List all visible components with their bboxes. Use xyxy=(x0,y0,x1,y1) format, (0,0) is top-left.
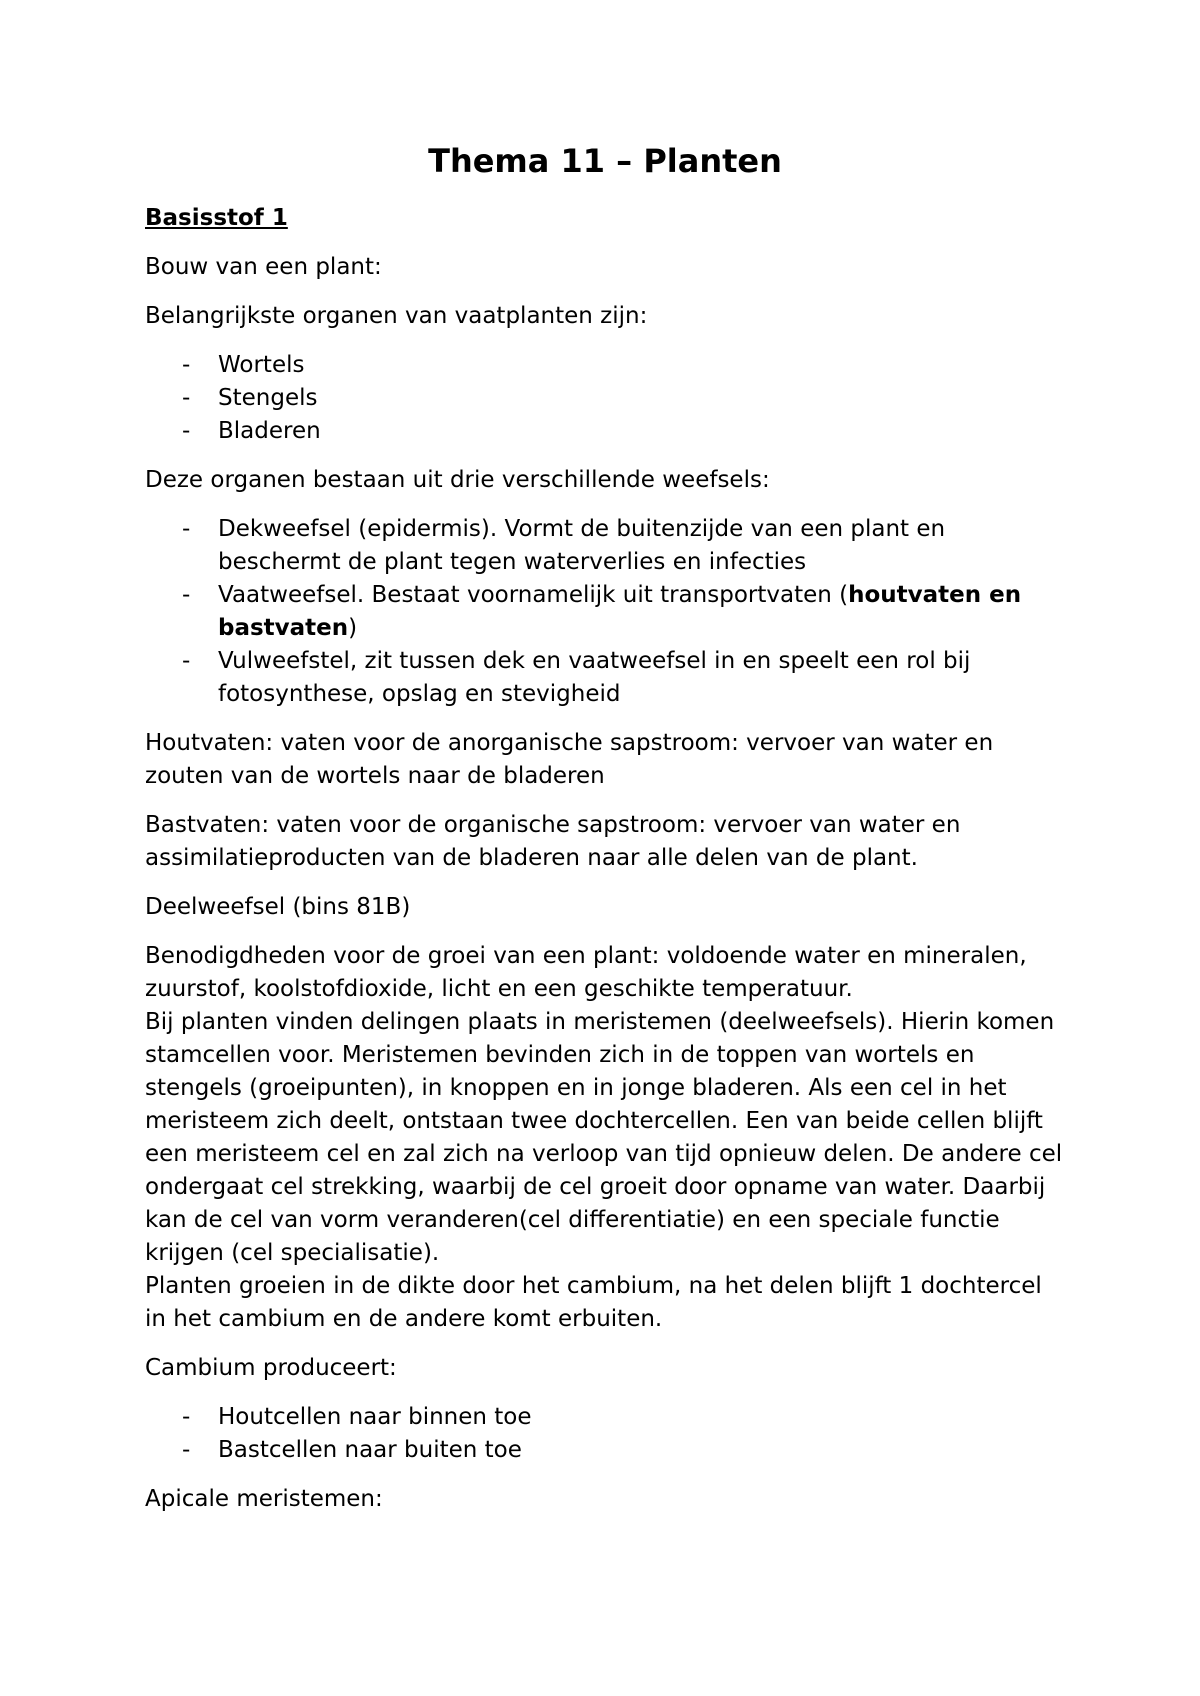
list-item: - Houtcellen naar binnen toe xyxy=(145,1401,1065,1434)
paragraph-bastvaten: Bastvaten: vaten voor de organische sapstroom: vervoer van water en assimilatieproducten van de bladeren naar alle delen van de plant. xyxy=(145,812,961,871)
list-item: - Bastcellen naar buiten toe xyxy=(145,1434,1065,1467)
paragraph-benodigdheden: Benodigdheden voor de groei van een plant: voldoende water en mineralen, zuurstof, koolstofdioxide, licht en een geschikte temperatuur. xyxy=(145,943,1027,1002)
section-heading: Basisstof 1 xyxy=(145,205,288,231)
list-item-vulweefsel: - Vulweefstel, zit tussen dek en vaatweefsel in en speelt een rol bij fotosynthese, opslag en stevigheid xyxy=(145,645,1065,711)
vaatweefsel-bold-text: houtvaten en bastvaten xyxy=(218,582,1022,641)
list-item: - Stengels xyxy=(145,382,1065,415)
document-title: Thema 11 – Planten xyxy=(428,142,782,180)
organen-list xyxy=(145,349,1065,448)
paragraph-apicale: Apicale meristemen: xyxy=(145,1486,383,1512)
paragraph-bouw: Bouw van een plant: xyxy=(145,254,382,280)
list-item: - Wortels xyxy=(145,349,1065,382)
weefsels-list xyxy=(145,513,1065,711)
paragraph-delingen: Bij planten vinden delingen plaats in meristemen (deelweefsels). Hierin komen stamcellen voor. Meristemen bevinden zich in de toppen van wortels en stengels (groeipunten), in knoppen en in jonge bladeren. Als een cel in het meristeem zich deelt, ontstaan twee dochtercellen. Een van beide cellen blijft een meristeem cel en zal zich na verloop van tijd opnieuw delen. De andere cel ondergaat cel strekking, waarbij de cel groeit door opname van water. Daarbij kan de cel van vorm veranderen(cel differentiatie) en een speciale functie krijgen (cel specialisatie). xyxy=(145,1009,1063,1266)
paragraph-weefsels: Deze organen bestaan uit drie verschillende weefsels: xyxy=(145,467,770,493)
paragraph-organen: Belangrijkste organen van vaatplanten zijn: xyxy=(145,303,648,329)
list-item-dekweefsel: - Dekweefsel (epidermis). Vormt de buitenzijde van een plant en beschermt de plant tegen waterverlies en infecties xyxy=(145,513,1065,579)
paragraph-cambium-produceert: Cambium produceert: xyxy=(145,1355,397,1381)
paragraph-deelweefsel: Deelweefsel (bins 81B) xyxy=(145,894,411,920)
vaatweefsel-text-end: ) xyxy=(348,615,358,641)
list-item-vaatweefsel xyxy=(145,579,1065,645)
cambium-list xyxy=(145,1401,1065,1467)
document-page xyxy=(145,140,1065,1532)
paragraph-cambium: Planten groeien in de dikte door het cambium, na het delen blijft 1 dochtercel in het cambium en de andere komt erbuiten. xyxy=(145,1273,1042,1332)
paragraph-houtvaten: Houtvaten: vaten voor de anorganische sapstroom: vervoer van water en zouten van de wortels naar de bladeren xyxy=(145,730,994,789)
vaatweefsel-text: Vaatweefsel. Bestaat voornamelijk uit transportvaten ( xyxy=(218,582,849,608)
list-item: - Bladeren xyxy=(145,415,1065,448)
